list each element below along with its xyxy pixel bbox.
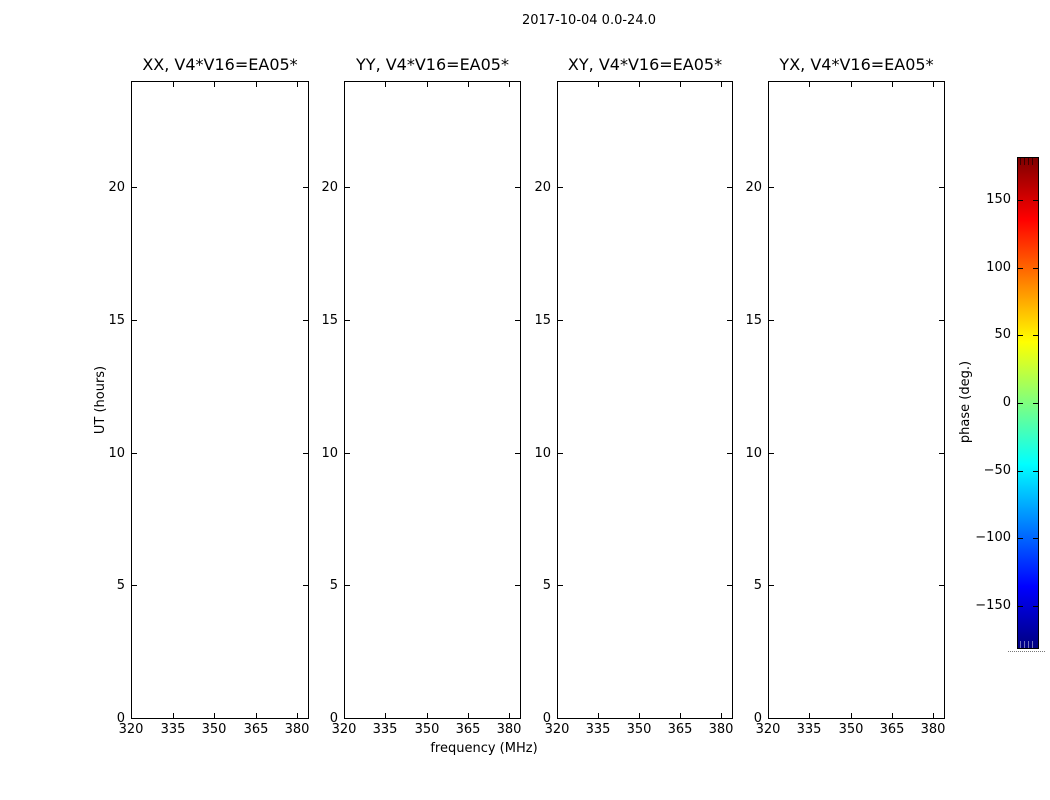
tick-mark bbox=[427, 713, 428, 718]
y-tick-label: 15 bbox=[108, 313, 125, 328]
y-tick-label: 0 bbox=[542, 711, 551, 726]
colorbar-tick-mark bbox=[1033, 335, 1038, 336]
y-tick-label: 20 bbox=[745, 180, 762, 195]
colorbar-tick-mark bbox=[1033, 538, 1038, 539]
x-tick-label: 365 bbox=[455, 722, 481, 737]
x-tick-label: 335 bbox=[160, 722, 186, 737]
tick-mark bbox=[557, 82, 558, 87]
tick-mark bbox=[892, 713, 893, 718]
colorbar-tick-label: 100 bbox=[986, 260, 1011, 275]
colorbar-tick-label: −150 bbox=[975, 598, 1011, 613]
subplot-title: YX, V4*V16=EA05* bbox=[779, 55, 934, 74]
tick-mark bbox=[214, 82, 215, 87]
tick-mark bbox=[680, 713, 681, 718]
tick-mark bbox=[173, 82, 174, 87]
y-tick-label: 10 bbox=[108, 446, 125, 461]
colorbar-tick-mark bbox=[1033, 268, 1038, 269]
colorbar-tick-mark bbox=[1033, 200, 1038, 201]
subplot-plot-area-yy bbox=[344, 81, 521, 719]
tick-mark bbox=[598, 713, 599, 718]
tick-mark bbox=[344, 82, 345, 87]
x-tick-label: 350 bbox=[201, 722, 227, 737]
tick-mark bbox=[892, 82, 893, 87]
tick-mark bbox=[297, 82, 298, 87]
y-tick-label: 0 bbox=[116, 711, 125, 726]
tick-mark bbox=[809, 82, 810, 87]
tick-mark bbox=[345, 453, 350, 454]
y-tick-label: 20 bbox=[321, 180, 338, 195]
y-tick-label: 0 bbox=[753, 711, 762, 726]
tick-mark bbox=[385, 713, 386, 718]
tick-mark bbox=[558, 320, 563, 321]
tick-mark bbox=[598, 82, 599, 87]
x-tick-label: 335 bbox=[372, 722, 398, 737]
x-tick-label: 320 bbox=[118, 722, 144, 737]
tick-mark bbox=[345, 320, 350, 321]
tick-mark bbox=[851, 82, 852, 87]
tick-mark bbox=[132, 453, 137, 454]
tick-mark bbox=[345, 585, 350, 586]
tick-mark bbox=[214, 713, 215, 718]
tick-mark bbox=[939, 585, 944, 586]
tick-mark bbox=[427, 82, 428, 87]
tick-mark bbox=[939, 187, 944, 188]
tick-mark bbox=[558, 453, 563, 454]
tick-mark bbox=[939, 718, 944, 719]
colorbar-tick-mark bbox=[1018, 538, 1023, 539]
y-tick-label: 10 bbox=[321, 446, 338, 461]
x-tick-label: 350 bbox=[838, 722, 864, 737]
tick-mark bbox=[939, 453, 944, 454]
tick-mark bbox=[132, 187, 137, 188]
tick-mark bbox=[132, 585, 137, 586]
tick-mark bbox=[939, 320, 944, 321]
subplot-title: XX, V4*V16=EA05* bbox=[142, 55, 298, 74]
x-tick-label: 380 bbox=[920, 722, 946, 737]
colorbar-hatch-top bbox=[1020, 158, 1035, 165]
colorbar-tick-label: 150 bbox=[986, 192, 1011, 207]
colorbar-tick-mark bbox=[1018, 200, 1023, 201]
colorbar-tick-mark bbox=[1033, 403, 1038, 404]
y-tick-label: 20 bbox=[108, 180, 125, 195]
tick-mark bbox=[345, 718, 350, 719]
tick-mark bbox=[769, 320, 774, 321]
figure-title: 2017-10-04 0.0-24.0 bbox=[522, 13, 656, 28]
tick-mark bbox=[509, 82, 510, 87]
tick-mark bbox=[256, 713, 257, 718]
colorbar-hatch-bottom bbox=[1020, 641, 1035, 648]
colorbar-tick-label: 0 bbox=[1002, 395, 1011, 410]
tick-mark bbox=[769, 187, 774, 188]
tick-mark bbox=[768, 82, 769, 87]
tick-mark bbox=[769, 718, 774, 719]
colorbar-tick-mark bbox=[1018, 268, 1023, 269]
colorbar-tick-mark bbox=[1018, 403, 1023, 404]
tick-mark bbox=[297, 713, 298, 718]
x-tick-label: 320 bbox=[755, 722, 781, 737]
colorbar-tick-mark bbox=[1033, 606, 1038, 607]
x-tick-label: 320 bbox=[331, 722, 357, 737]
colorbar-dotted-baseline bbox=[1008, 651, 1045, 652]
tick-mark bbox=[933, 713, 934, 718]
tick-mark bbox=[132, 718, 137, 719]
tick-mark bbox=[809, 713, 810, 718]
y-tick-label: 10 bbox=[745, 446, 762, 461]
tick-mark bbox=[851, 713, 852, 718]
tick-mark bbox=[385, 82, 386, 87]
x-tick-label: 350 bbox=[626, 722, 652, 737]
tick-mark bbox=[680, 82, 681, 87]
subplot-title: YY, V4*V16=EA05* bbox=[356, 55, 509, 74]
tick-mark bbox=[468, 713, 469, 718]
x-tick-label: 365 bbox=[243, 722, 269, 737]
tick-mark bbox=[558, 187, 563, 188]
x-tick-label: 365 bbox=[879, 722, 905, 737]
tick-mark bbox=[769, 585, 774, 586]
tick-mark bbox=[509, 713, 510, 718]
tick-mark bbox=[769, 453, 774, 454]
colorbar-tick-label: −50 bbox=[983, 463, 1011, 478]
y-tick-label: 15 bbox=[534, 313, 551, 328]
colorbar-tick-mark bbox=[1018, 335, 1023, 336]
subplot-plot-area-xy bbox=[557, 81, 733, 719]
y-tick-label: 5 bbox=[753, 578, 762, 593]
colorbar-label: phase (deg.) bbox=[958, 360, 973, 444]
subplot-plot-area-yx bbox=[768, 81, 945, 719]
colorbar-tick-mark bbox=[1018, 471, 1023, 472]
x-tick-label: 335 bbox=[796, 722, 822, 737]
subplot-title: XY, V4*V16=EA05* bbox=[567, 55, 723, 74]
x-tick-label: 380 bbox=[284, 722, 310, 737]
colorbar-tick-label: −100 bbox=[975, 530, 1011, 545]
tick-mark bbox=[558, 585, 563, 586]
x-tick-label: 350 bbox=[414, 722, 440, 737]
tick-mark bbox=[468, 82, 469, 87]
tick-mark bbox=[132, 320, 137, 321]
subplot-plot-area-xx bbox=[131, 81, 309, 719]
y-tick-label: 10 bbox=[534, 446, 551, 461]
y-tick-label: 15 bbox=[321, 313, 338, 328]
tick-mark bbox=[721, 82, 722, 87]
colorbar-tick-mark bbox=[1033, 471, 1038, 472]
y-tick-label: 15 bbox=[745, 313, 762, 328]
tick-mark bbox=[256, 82, 257, 87]
y-tick-label: 5 bbox=[329, 578, 338, 593]
y-axis-label: UT (hours) bbox=[93, 365, 108, 435]
tick-mark bbox=[721, 713, 722, 718]
tick-mark bbox=[639, 82, 640, 87]
x-tick-label: 335 bbox=[585, 722, 611, 737]
x-tick-label: 365 bbox=[667, 722, 693, 737]
y-tick-label: 20 bbox=[534, 180, 551, 195]
tick-mark bbox=[173, 713, 174, 718]
x-tick-label: 320 bbox=[544, 722, 570, 737]
y-tick-label: 5 bbox=[116, 578, 125, 593]
x-tick-label: 380 bbox=[496, 722, 522, 737]
x-axis-label: frequency (MHz) bbox=[430, 741, 538, 756]
tick-mark bbox=[558, 718, 563, 719]
colorbar-tick-mark bbox=[1018, 606, 1023, 607]
y-tick-label: 0 bbox=[329, 711, 338, 726]
tick-mark bbox=[131, 82, 132, 87]
tick-mark bbox=[639, 713, 640, 718]
x-tick-label: 380 bbox=[708, 722, 734, 737]
y-tick-label: 5 bbox=[542, 578, 551, 593]
colorbar-tick-label: 50 bbox=[994, 327, 1011, 342]
tick-mark bbox=[933, 82, 934, 87]
tick-mark bbox=[345, 187, 350, 188]
